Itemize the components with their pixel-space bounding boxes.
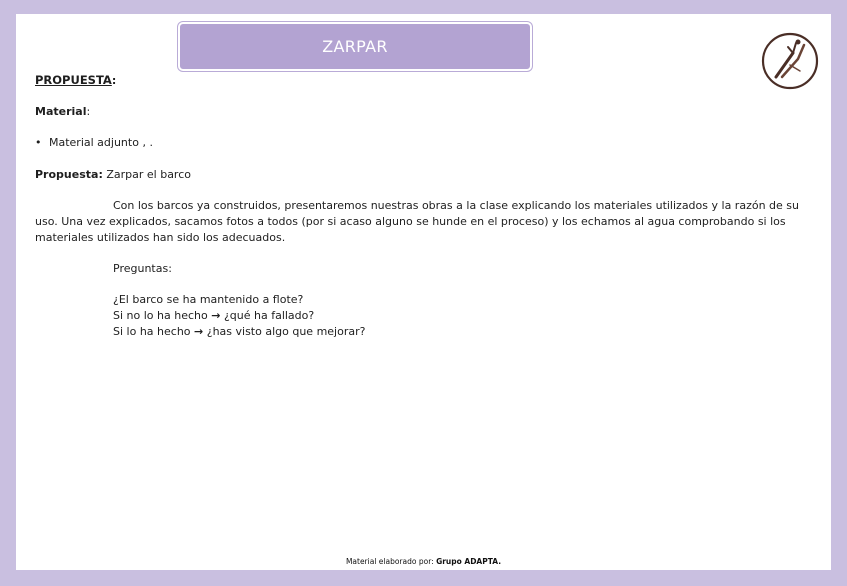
document-page bbox=[16, 14, 831, 570]
description-paragraph: Con los barcos ya construidos, presentaremos nuestras obras a la clase explicando los materiales utilizados y la razón de su uso. Una vez explicados, sacamos fotos a todos (por si acaso alguno se hunde en el proceso) y los echamos al agua comprobando si los materiales utilizados han sido los adecuados. bbox=[35, 199, 799, 244]
propuesta-line: Propuesta: Zarpar el barco bbox=[35, 168, 191, 181]
propuesta-heading: PROPUESTA: bbox=[35, 73, 117, 87]
material-heading: Material: bbox=[35, 105, 91, 118]
bullet-icon: • bbox=[35, 136, 42, 149]
question-1: ¿El barco se ha mantenido a flote? bbox=[113, 293, 304, 306]
compass-dancer-logo-icon bbox=[760, 31, 820, 91]
question-2: Si no lo ha hecho → ¿qué ha fallado? bbox=[113, 309, 315, 322]
material-list-item: • Material adjunto , . bbox=[35, 136, 153, 149]
question-3: Si lo ha hecho → ¿has visto algo que mejorar? bbox=[113, 325, 366, 338]
page-title: ZARPAR bbox=[178, 22, 532, 71]
preguntas-label: Preguntas: bbox=[113, 262, 172, 275]
arrow-right-icon: → bbox=[194, 325, 204, 338]
footer-credit: Material elaborado por: Grupo ADAPTA. bbox=[345, 557, 502, 566]
arrow-right-icon: → bbox=[211, 309, 221, 322]
